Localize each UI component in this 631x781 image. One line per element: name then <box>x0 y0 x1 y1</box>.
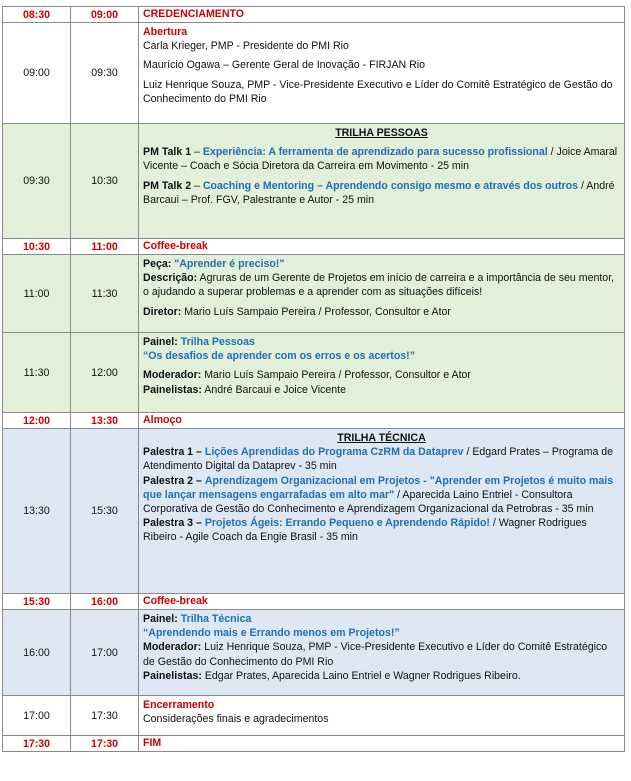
panel-line <box>143 335 620 349</box>
start-time: 12:00 <box>3 413 71 429</box>
panelists-label: Painelistas: <box>143 669 202 682</box>
talk-label: Palestra 2 – <box>143 474 202 487</box>
description-label: Descrição: <box>143 272 198 285</box>
talk-title: Coaching e Mentoring – Aprendendo consigo mesmo e através dos outros <box>202 179 579 192</box>
session-cell <box>139 333 625 413</box>
end-time: 15:30 <box>71 429 139 594</box>
play-label: Peça: <box>143 258 172 270</box>
start-time: 17:30 <box>3 736 71 752</box>
end-time: 17:30 <box>71 736 139 752</box>
schedule-row <box>3 736 625 752</box>
session-title: FIM <box>139 736 625 752</box>
end-time: 10:30 <box>71 124 139 239</box>
talk-title: Aprendizagem Organizacional em Projetos - "Aprender em Projetos é muito mais que lançar mensagens engarrafadas em alto mar" <box>143 474 614 501</box>
schedule-row <box>3 124 625 239</box>
talk-speaker: / Wagner Rodrigues Ribeiro - Agile Coach da Engie Brasil - 35 min <box>143 517 587 544</box>
panelists-label: Painelistas: <box>143 383 202 396</box>
description-text: Agruras de um Gerente de Projetos em início de carreira e a importância de seu mentor, o ajudando a superar problemas e a aprender com as situações difíceis! <box>143 272 615 299</box>
session-title: Coffee-break <box>139 239 625 255</box>
session-cell <box>139 255 625 333</box>
schedule-row <box>3 610 625 696</box>
moderator-line <box>143 640 620 668</box>
session-cell <box>139 23 625 124</box>
session-cell <box>139 124 625 239</box>
start-time: 13:30 <box>3 429 71 594</box>
talk-speaker: / Aparecida Laino Entriel - Consultora Corporativa de Gestão do Conhecimento e Aprendizagem Organizacional da Petrobras - 35 min <box>143 488 594 516</box>
talk-item: PM Talk 1 – Experiência: A ferramenta de aprendizado para sucesso profissional / Joice Amaral Vicente – Coach e Sócia Diretora da Carreira em Movimento - 25 min <box>143 146 618 173</box>
panel-label: Painel: <box>143 613 178 625</box>
session-cell <box>139 610 625 696</box>
moderator-label: Moderador: <box>143 641 202 654</box>
schedule-row <box>3 429 625 594</box>
session-title: CREDENCIAMENTO <box>139 7 625 23</box>
end-time: 16:00 <box>71 594 139 610</box>
talk-speaker: / Edgard Prates – Programa de Atendimento Digital da Dataprev - 35 min <box>143 446 614 473</box>
start-time: 11:30 <box>3 333 71 413</box>
panel-track: Trilha Técnica <box>180 613 252 625</box>
talk-item: PM Talk 2 – Coaching e Mentoring – Aprendendo consigo mesmo e através dos outros / André Barcaui – Prof. FGV, Palestrante e Autor - 25 min <box>143 179 615 206</box>
talk-title: Lições Aprendidas do Programa CzRM da Dataprev <box>204 446 464 459</box>
panelists-text: André Barcaui e Joice Vicente <box>204 383 346 396</box>
play-title: "Aprender é preciso!" <box>174 258 285 270</box>
end-time: 09:00 <box>71 7 139 23</box>
talk-label: Palestra 3 – <box>143 517 202 530</box>
session-title: Coffee-break <box>139 594 625 610</box>
end-time: 13:30 <box>71 413 139 429</box>
talk-label: PM Talk 2 <box>143 179 192 192</box>
panelists-line <box>143 669 620 683</box>
end-time: 12:00 <box>71 333 139 413</box>
talk-label: Palestra 1 – <box>143 446 202 459</box>
panelists-text: Edgar Prates, Aparecida Laino Entriel e Wagner Rodrigues Ribeiro. <box>204 669 521 682</box>
description-line <box>143 271 620 299</box>
schedule-row <box>3 333 625 413</box>
start-time: 09:00 <box>3 23 71 124</box>
director-line <box>143 305 620 319</box>
end-time: 09:30 <box>71 23 139 124</box>
end-time: 11:30 <box>71 255 139 333</box>
speaker-line: Maurício Ogawa – Gerente Geral de Inovação - FIRJAN Rio <box>143 59 426 72</box>
end-time: 11:00 <box>71 239 139 255</box>
director-text: Mario Luís Sampaio Pereira / Professor, Consultor e Ator <box>184 305 451 318</box>
panel-label: Painel: <box>143 336 178 348</box>
talk-title: Experiência: A ferramenta de aprendizado para sucesso profissional <box>202 146 548 159</box>
start-time: 11:00 <box>3 255 71 333</box>
session-title: Almoço <box>139 413 625 429</box>
session-title: Abertura <box>143 26 188 38</box>
panelists-line <box>143 383 620 397</box>
end-time: 17:00 <box>71 610 139 696</box>
talk-title: Projetos Ágeis: Errando Pequeno e Aprendendo Rápido! <box>204 517 490 530</box>
track-title: TRILHA TÉCNICA <box>337 432 426 444</box>
session-title: Encerramento <box>143 699 215 711</box>
panel-line <box>143 612 620 626</box>
talk-item <box>143 474 620 517</box>
talk-label: PM Talk 1 <box>143 146 192 159</box>
session-cell <box>139 696 625 736</box>
closing-line: Considerações finais e agradecimentos <box>143 713 329 726</box>
schedule-row <box>3 594 625 610</box>
schedule-table <box>2 6 625 752</box>
session-cell <box>139 429 625 594</box>
start-time: 09:30 <box>3 124 71 239</box>
speaker-line: Luiz Henrique Souza, PMP - Vice-Presidente Executivo e Líder do Comitê Estratégico de Gestão do Conhecimento do PMI Rio <box>143 78 613 105</box>
start-time: 17:00 <box>3 696 71 736</box>
play-line <box>143 257 620 271</box>
talk-speaker: / André Barcaui – Prof. FGV, Palestrante e Autor - 25 min <box>143 179 615 206</box>
panel-track: Trilha Pessoas <box>180 336 255 348</box>
moderator-line <box>143 368 620 382</box>
talk-item <box>143 516 620 544</box>
schedule-row <box>3 239 625 255</box>
track-title: TRILHA PESSOAS <box>335 127 428 139</box>
start-time: 10:30 <box>3 239 71 255</box>
start-time: 16:00 <box>3 610 71 696</box>
schedule-row <box>3 23 625 124</box>
end-time: 17:30 <box>71 696 139 736</box>
schedule-row <box>3 7 625 23</box>
schedule-row <box>3 696 625 736</box>
moderator-text: Mario Luís Sampaio Pereira / Professor, Consultor e Ator <box>204 369 471 382</box>
start-time: 08:30 <box>3 7 71 23</box>
moderator-text: Luiz Henrique Souza, PMP - Vice-Presidente Executivo e Líder do Comitê Estratégico de Gestão do Conhecimento do PMI Rio <box>143 641 608 668</box>
schedule-row <box>3 413 625 429</box>
director-label: Diretor: <box>143 305 182 318</box>
talk-speaker: / Joice Amaral Vicente – Coach e Sócia Diretora da Carreira em Movimento - 25 min <box>143 146 618 173</box>
talk-item <box>143 445 620 473</box>
schedule-row <box>3 255 625 333</box>
panel-quote: “Os desafios de aprender com os erros e os acertos!” <box>143 350 416 363</box>
speaker-line: Carla Krieger, PMP - Presidente do PMI Rio <box>143 40 349 53</box>
panel-quote: “Aprendendo mais e Errando menos em Projetos!” <box>143 627 400 640</box>
start-time: 15:30 <box>3 594 71 610</box>
moderator-label: Moderador: <box>143 369 202 382</box>
